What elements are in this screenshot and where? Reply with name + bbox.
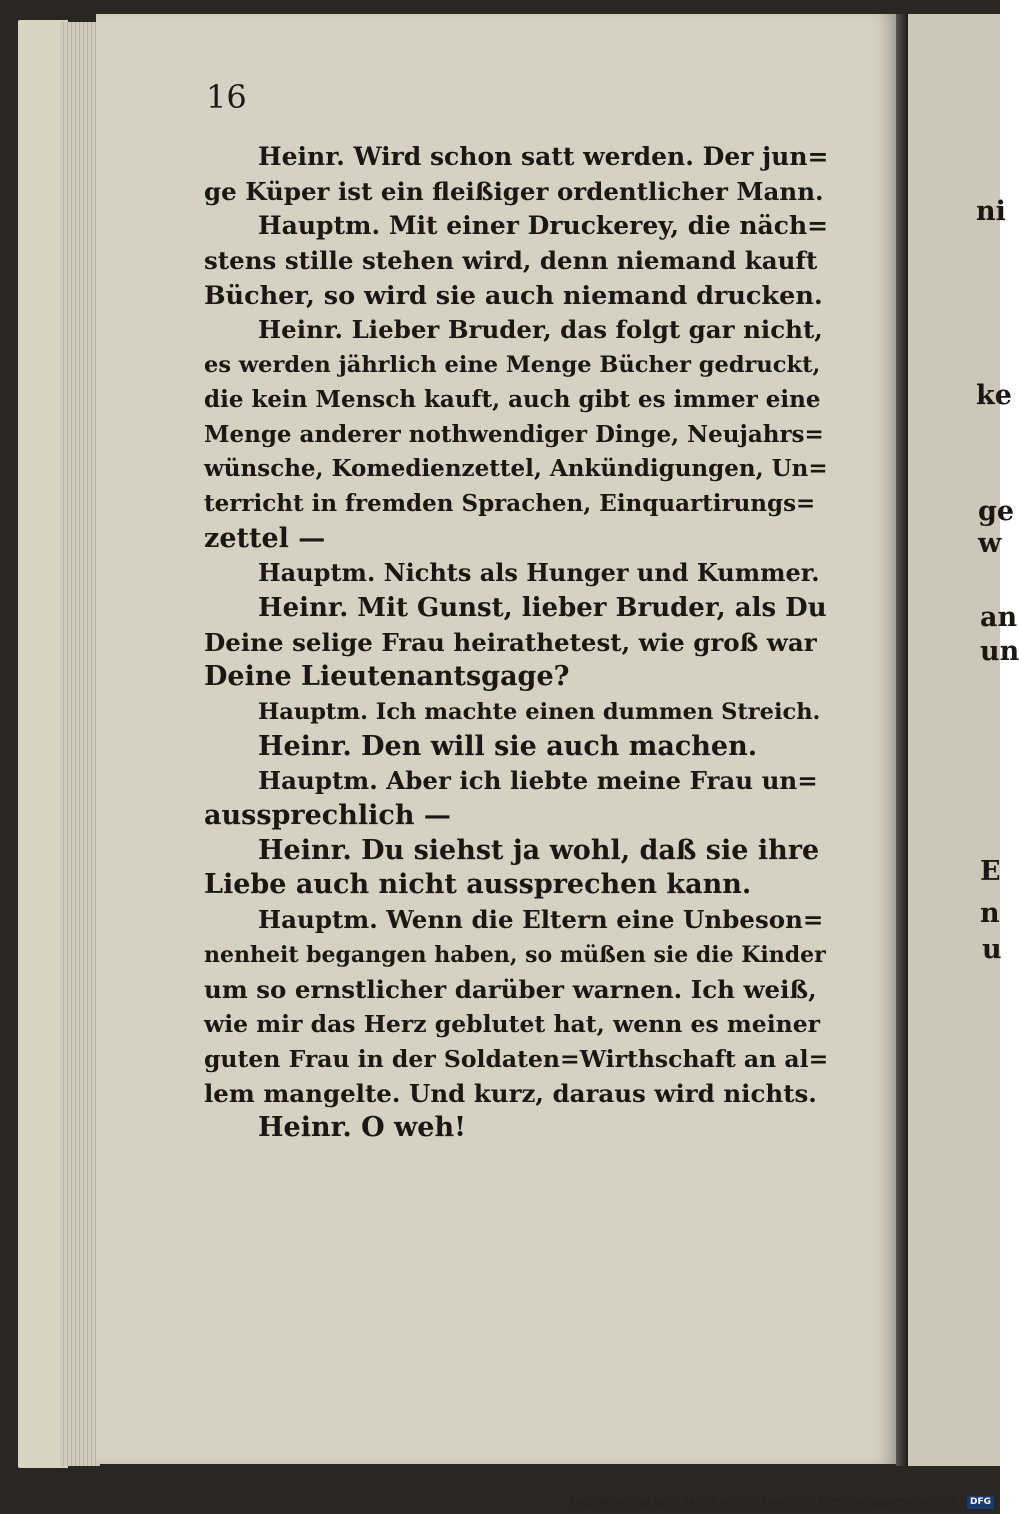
text-line: Liebe auch nicht aussprechen kann.	[204, 869, 752, 901]
text-line: lem mangelte. Und kurz, daraus wird nichts.	[204, 1078, 817, 1108]
text-line: Deine selige Frau heirathetest, wie groß war	[204, 627, 817, 657]
facing-page	[908, 14, 1000, 1466]
text-line: Menge anderer nothwendiger Dinge, Neujahrs=	[204, 420, 824, 448]
text-line: Heinr. Mit Gunst, lieber Bruder, als Du	[258, 592, 827, 623]
facing-page-fragment: n	[980, 898, 1000, 929]
facing-page-fragment: un	[980, 636, 1019, 667]
page-number: 16	[206, 78, 247, 116]
text-line: Hauptm. Nichts als Hunger und Kummer.	[258, 558, 820, 588]
text-line: Heinr. Wird schon satt werden. Der jun=	[258, 142, 829, 171]
text-line: die kein Mensch kauft, auch gibt es immer eine	[204, 385, 821, 413]
facing-page-fragment: ge	[978, 496, 1015, 527]
text-line: wünsche, Komedienzettel, Ankündigungen, Un=	[204, 455, 828, 483]
text-line: Deine Lieutenantsgage?	[204, 661, 570, 693]
facing-page-fragment: w	[978, 528, 1002, 559]
dfg-logo: DFG	[967, 1496, 994, 1509]
text-line: um so ernstlicher darüber warnen. Ich weiß,	[204, 974, 817, 1004]
facing-page-fragment: E	[980, 856, 1001, 887]
facing-page-fragment: an	[980, 602, 1018, 633]
page-text	[204, 140, 828, 1146]
text-line: Hauptm. Wenn die Eltern eine Unbeson=	[258, 905, 824, 935]
digitization-credit	[570, 1492, 994, 1512]
text-line: zettel —	[204, 522, 326, 554]
text-line: terricht in fremden Sprachen, Einquartirungs=	[204, 489, 816, 517]
text-line: ge Küper ist ein fleißiger ordentlicher Mann.	[204, 176, 824, 206]
text-line: Heinr. Den will sie auch machen.	[258, 730, 758, 762]
text-line: aussprechlich —	[204, 800, 451, 832]
facing-page-fragment: ke	[976, 380, 1012, 411]
text-line: Heinr. Lieber Bruder, das folgt gar nicht,	[258, 315, 823, 345]
text-line: Hauptm. Mit einer Druckerey, die näch=	[258, 211, 829, 241]
credit-text: Digitalisierung gefördert durch die Deutsche Forschungsgemeinschaft ·	[570, 1495, 963, 1508]
text-line: guten Frau in der Soldaten=Wirthschaft an al=	[204, 1044, 829, 1073]
text-line: nenheit begangen haben, so müßen sie die Kinder	[204, 941, 826, 968]
text-line: Heinr. Du siehst ja wohl, daß sie ihre	[258, 834, 820, 866]
text-line: wie mir das Herz geblutet hat, wenn es meiner	[204, 1010, 821, 1039]
text-line: Hauptm. Aber ich liebte meine Frau un=	[258, 766, 818, 796]
book-gutter	[896, 14, 908, 1466]
text-line: Bücher, so wird sie auch niemand drucken.	[204, 280, 823, 311]
text-line: es werden jährlich eine Menge Bücher gedruckt,	[204, 352, 821, 379]
text-line: Hauptm. Ich machte einen dummen Streich.	[258, 699, 821, 725]
facing-page-fragment: u	[982, 934, 1002, 965]
facing-page-fragment: ni	[976, 196, 1006, 227]
page-edges	[60, 22, 100, 1466]
text-line: Heinr. O weh!	[258, 1112, 466, 1144]
text-line: stens stille stehen wird, denn niemand kauft	[204, 246, 818, 276]
